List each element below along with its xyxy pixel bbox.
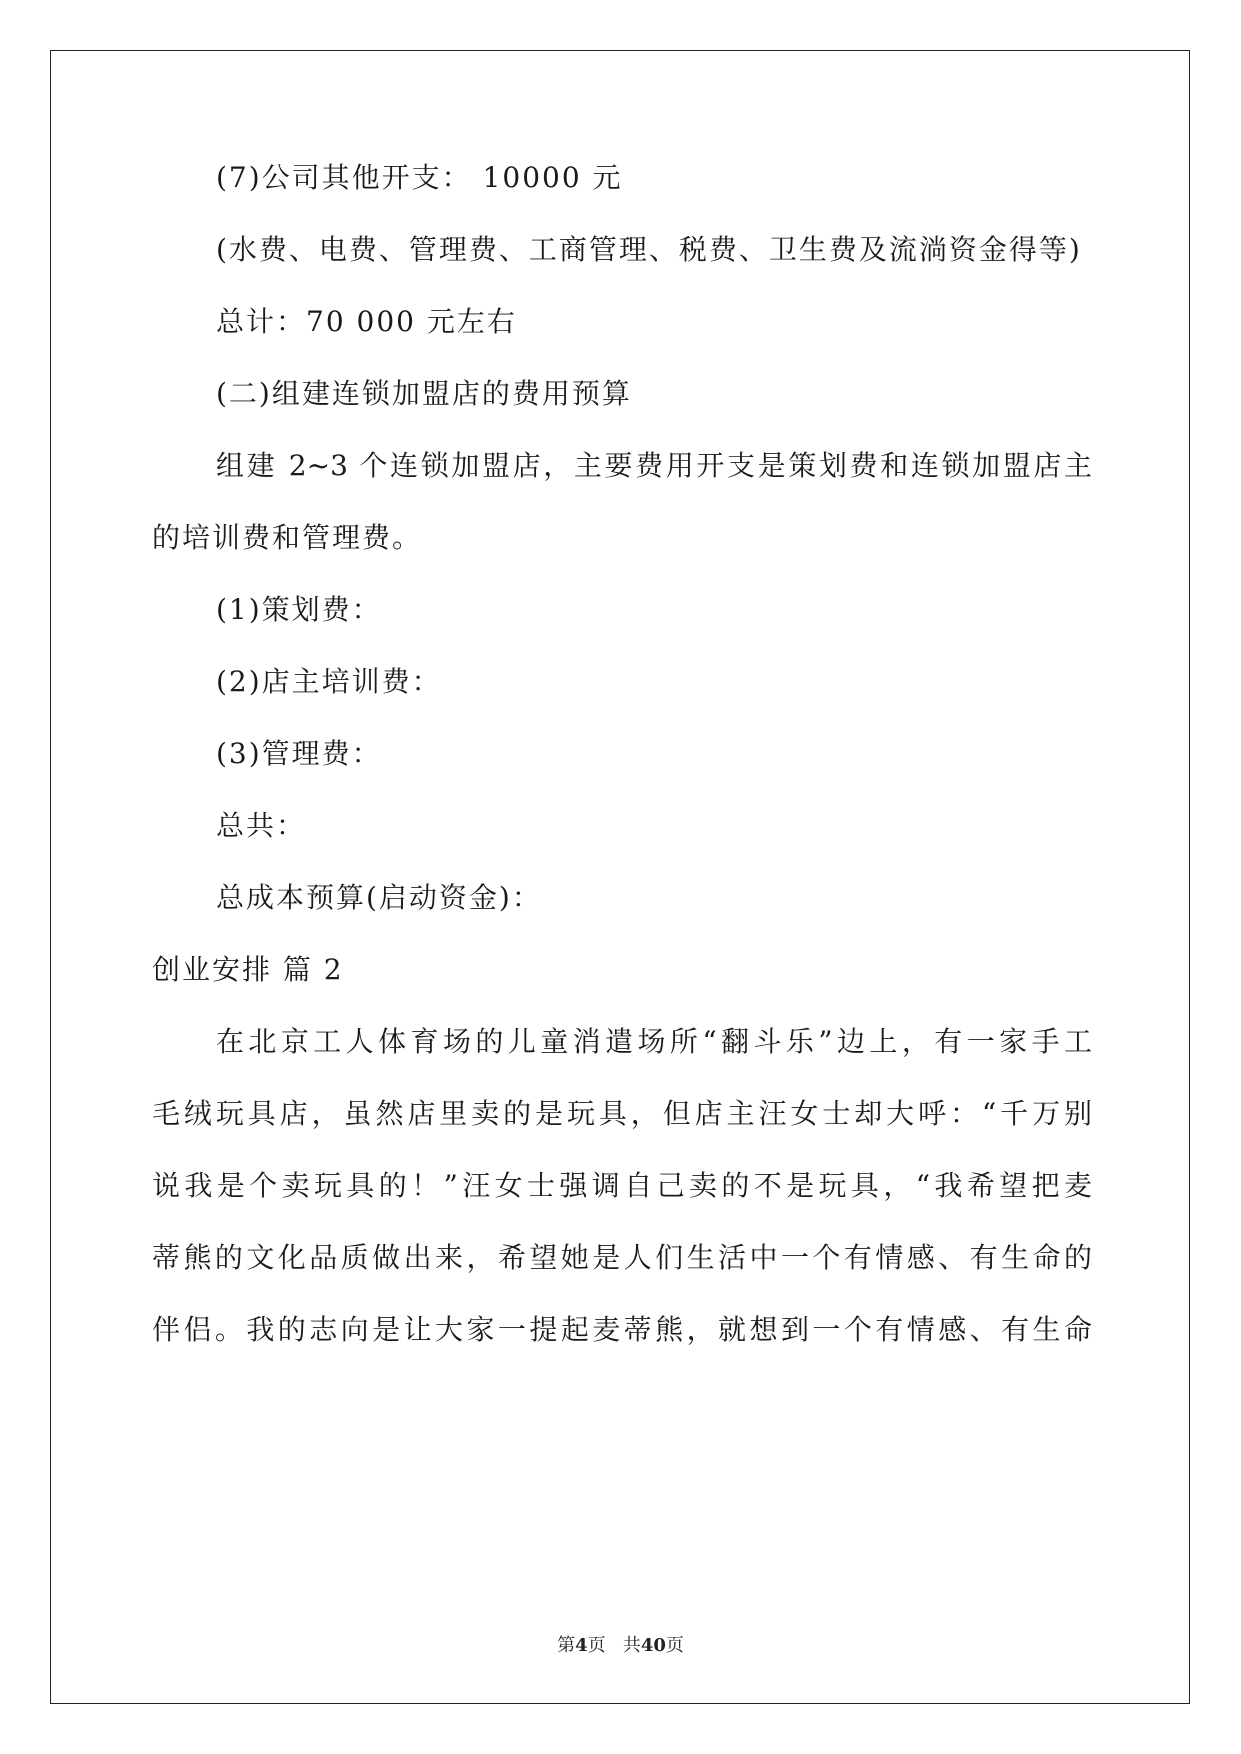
paragraph-line: 说我是个卖玩具的！”汪女士强调自己卖的不是玩具，“我希望把麦 bbox=[152, 1169, 1092, 1202]
footer-total-pages: 40 bbox=[640, 1635, 666, 1656]
text-line-expense-details: (水费、电费、管理费、工商管理、税费、卫生费及流淌资金得等) bbox=[216, 233, 1082, 266]
text-line-other-expenses: (7)公司其他开支： 10000 元 bbox=[216, 161, 623, 194]
page-footer bbox=[0, 1634, 1241, 1658]
text-line-total: 总计：70 000 元左右 bbox=[216, 305, 517, 338]
paragraph-line: 的培训费和管理费。 bbox=[152, 521, 423, 554]
paragraph-line: 组建 2~3 个连锁加盟店，主要费用开支是策划费和连锁加盟店主 bbox=[216, 449, 1092, 482]
section-heading-franchise-budget: (二)组建连锁加盟店的费用预算 bbox=[216, 377, 632, 410]
paragraph-line: 蒂熊的文化品质做出来，希望她是人们生活中一个有情感、有生命的 bbox=[152, 1241, 1092, 1274]
text-line-startup-budget: 总成本预算(启动资金)： bbox=[216, 881, 542, 914]
list-item-management-fee: (3)管理费： bbox=[216, 737, 382, 770]
footer-total-suffix: 页 bbox=[665, 1635, 684, 1656]
paragraph-line: 毛绒玩具店，虽然店里卖的是玩具，但店主汪女士却大呼：“千万别 bbox=[152, 1097, 1092, 1130]
footer-total-prefix: 共 bbox=[622, 1635, 641, 1656]
page-frame bbox=[50, 50, 1190, 1704]
paragraph-line: 在北京工人体育场的儿童消遣场所“翻斗乐”边上，有一家手工 bbox=[216, 1025, 1092, 1058]
paragraph-line: 伴侣。我的志向是让大家一提起麦蒂熊，就想到一个有情感、有生命 bbox=[152, 1313, 1092, 1346]
list-item-planning-fee: (1)策划费： bbox=[216, 593, 382, 626]
footer-prefix: 第 bbox=[557, 1635, 576, 1656]
footer-page-suffix: 页 bbox=[587, 1635, 606, 1656]
footer-page-number: 4 bbox=[575, 1635, 588, 1656]
section-heading-chapter-2: 创业安排 篇 2 bbox=[152, 953, 344, 986]
text-line-grand-total: 总共： bbox=[216, 809, 307, 842]
list-item-training-fee: (2)店主培训费： bbox=[216, 665, 442, 698]
